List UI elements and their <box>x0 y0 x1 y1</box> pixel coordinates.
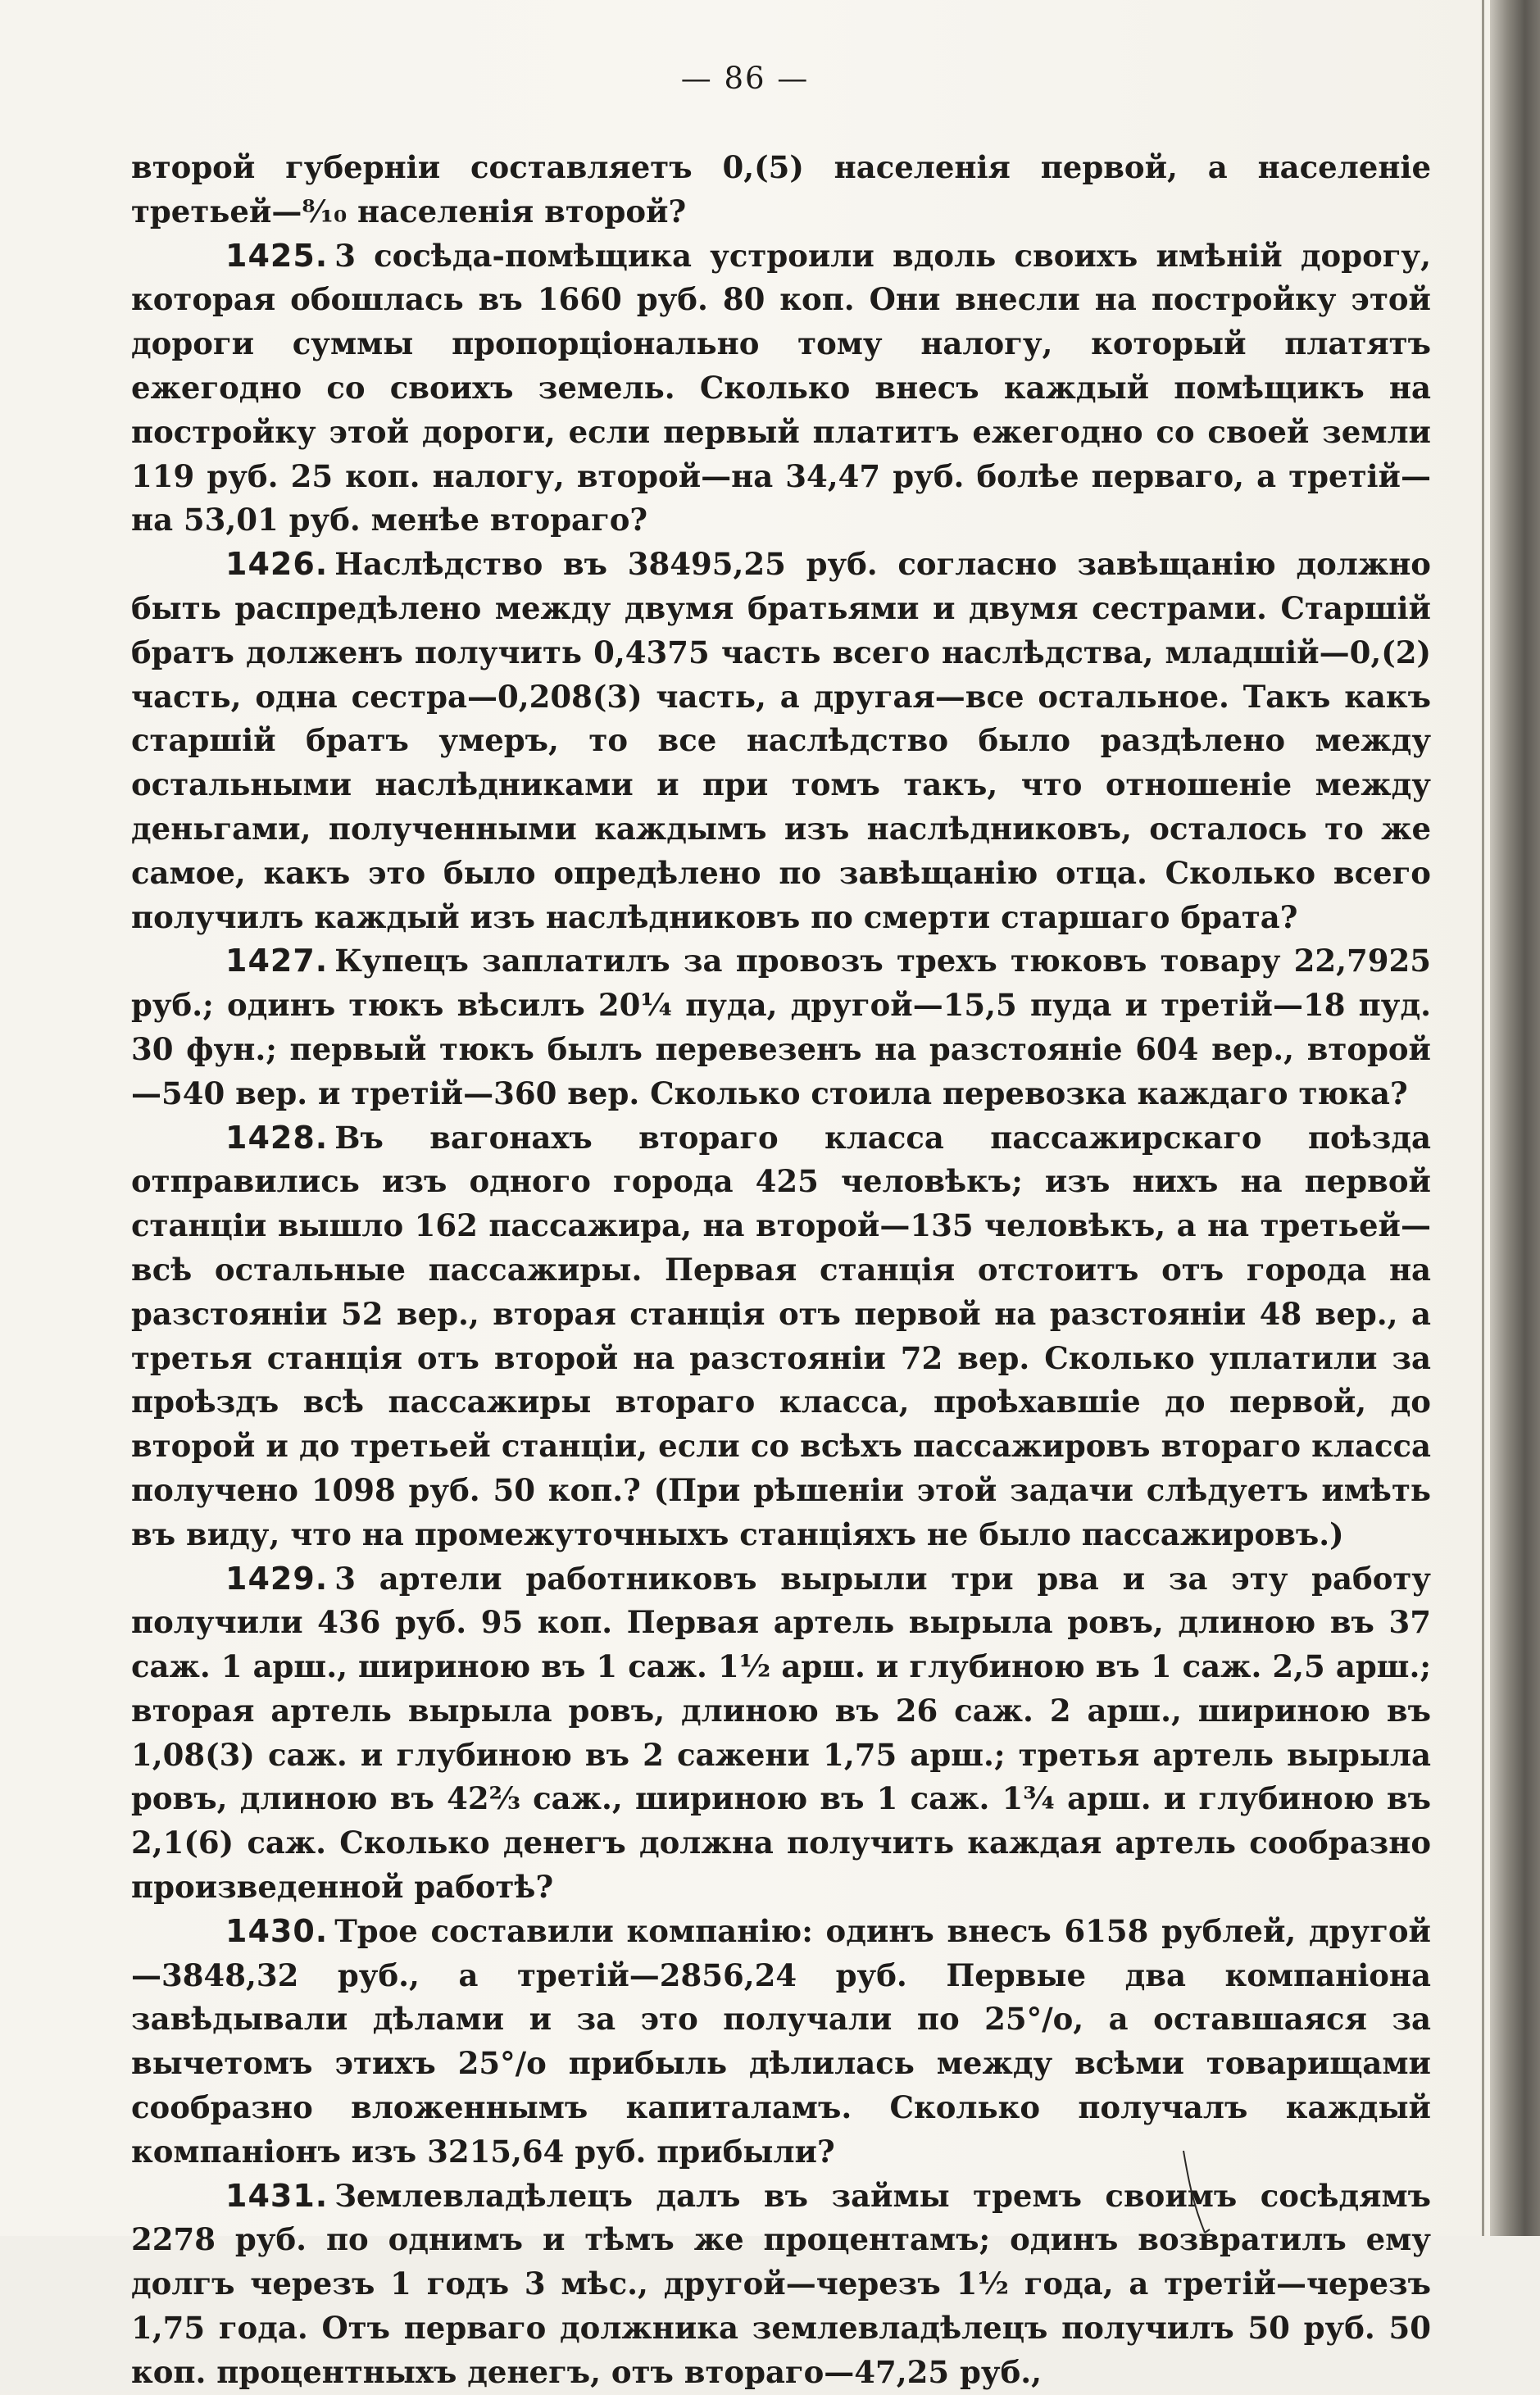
problem-number: 1426. <box>225 546 329 583</box>
problem-text: Купецъ заплатилъ за провозъ трехъ тюковъ товару 22,7925 руб.; одинъ тюкъ вѣсилъ 20¼ пуда, другой—15,5 пуда и третій—18 пуд. 30 фун.; первый тюкъ былъ перевезенъ на разстояніе 604 вер., второй—540 вер. и третій—360 вер. Сколько стоила перевозка каждаго тюка? <box>131 943 1431 1111</box>
problem-number: 1431. <box>225 2177 329 2214</box>
problem-text: Трое составили компанію: одинъ внесъ 6158 рублей, другой—3848,32 руб., а третій—2856,24 руб. Первые два компаніона завѣдывали дѣлами и за это получали по 25°/о, а оставшаяся за вычетомъ этихъ 25°/о прибыль дѣлилась между всѣми товарищами сообразно вложеннымъ капиталамъ. Сколько получалъ каждый компаніонъ изъ 3215,64 руб. прибыли? <box>131 1912 1431 2170</box>
problem-1428 <box>131 1116 1431 1557</box>
problem-1425 <box>131 234 1431 543</box>
problem-text: 3 сосѣда-помѣщика устроили вдоль своихъ имѣній дорогу, которая обошлась въ 1660 руб. 80 коп. Они внесли на постройку этой дороги суммы пропорціонально тому налогу, который платятъ ежегодно со своихъ земель. Сколько внесъ каждый помѣщикъ на постройку этой дороги, если первый платитъ ежегодно со своей земли 119 руб. 25 коп. налогу, второй—на 34,47 руб. болѣе перваго, а третій—на 53,01 руб. менѣе втораго? <box>131 237 1431 539</box>
problem-1429 <box>131 1557 1431 1910</box>
page-body <box>131 146 1431 2395</box>
problem-text: Въ вагонахъ втораго класса пассажирскаго поѣзда отправились изъ одного города 425 человѣкъ; изъ нихъ на первой станціи вышло 162 пассажира, на второй—135 человѣкъ, а на третьей—всѣ остальные пассажиры. Первая станція отстоитъ отъ города на разстояніи 52 вер., вторая станція отъ первой на разстояніи 48 вер., а третья станція отъ второй на разстояніи 72 вер. Сколько уплатили за проѣздъ всѣ пассажиры втораго класса, проѣхавшіе до первой, до второй и до третьей станціи, если со всѣхъ пассажировъ втораго класса получено 1098 руб. 50 коп.? (При рѣшеніи этой задачи слѣдуетъ имѣть въ виду, что на промежуточныхъ станціяхъ не было пассажировъ.) <box>131 1119 1431 1552</box>
pencil-mark <box>1180 2147 1213 2236</box>
problem-1427 <box>131 939 1431 1116</box>
problem-1430 <box>131 1910 1431 2175</box>
intro-paragraph: второй губерніи составляетъ 0,(5) населенія первой, а населеніе третьей—⁸⁄₁₀ населенія второй? <box>131 149 1431 230</box>
problem-number: 1425. <box>225 237 329 274</box>
problem-1431 <box>131 2175 1431 2395</box>
problem-text: 3 артели работниковъ вырыли три рва и за эту работу получили 436 руб. 95 коп. Первая артель вырыла ровъ, длиною въ 37 саж. 1 арш., шириною въ 1 саж. 1½ арш. и глубиною въ 1 саж. 2,5 арш.; вторая артель вырыла ровъ, длиною въ 26 саж. 2 арш., шириною въ 1,08(3) саж. и глубиною въ 2 сажени 1,75 арш.; третья артель вырыла ровъ, длиною въ 42⅔ саж., шириною въ 1 саж. 1¾ арш. и глубиною въ 2,1(6) саж. Сколько денегъ должна получить каждая артель сообразно произведенной работѣ? <box>131 1560 1431 1906</box>
problem-number: 1427. <box>225 943 329 979</box>
page-number: — 86 — <box>680 61 810 96</box>
problem-1426 <box>131 543 1431 939</box>
page-edge-line <box>1482 0 1484 2236</box>
book-binding-edge <box>1490 0 1540 2236</box>
problem-number: 1428. <box>225 1119 329 1156</box>
problem-text: Наслѣдство въ 38495,25 руб. согласно завѣщанію должно быть распредѣлено между двумя братьями и двумя сестрами. Старшій братъ долженъ получить 0,4375 часть всего наслѣдства, младшій—0,(2) часть, одна сестра—0,208(3) часть, а другая—все остальное. Такъ какъ старшій братъ умеръ, то все наслѣдство было раздѣлено между остальными наслѣдниками и при томъ такъ, что отношеніе между деньгами, полученными каждымъ изъ наслѣдниковъ, осталось то же самое, какъ это было опредѣлено по завѣщанію отца. Сколько всего получилъ каждый изъ наслѣдниковъ по смерти старшаго брата? <box>131 546 1431 935</box>
problem-number: 1430. <box>225 1912 329 1949</box>
problem-number: 1429. <box>225 1560 329 1597</box>
problem-text: Землевладѣлецъ далъ въ займы тремъ своимъ сосѣдямъ 2278 руб. по однимъ и тѣмъ же процентамъ; одинъ возвратилъ ему долгъ черезъ 1 годъ 3 мѣс., другой—черезъ 1½ года, а третій—черезъ 1,75 года. Отъ перваго должника землевладѣлецъ получилъ 50 руб. 50 коп. процентныхъ денегъ, отъ втораго—47,25 руб., <box>131 2177 1431 2390</box>
